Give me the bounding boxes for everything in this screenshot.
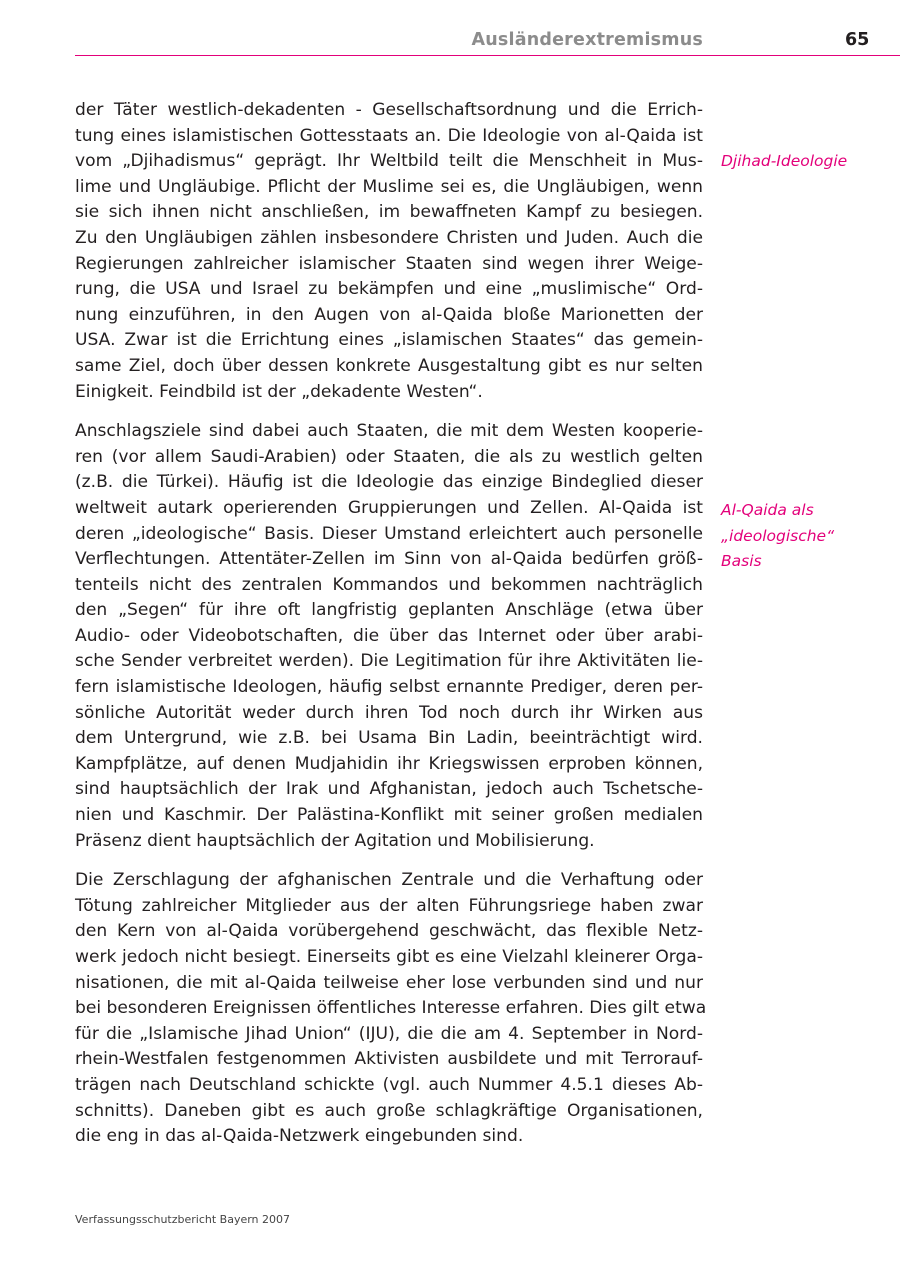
footer-publication: Verfassungsschutzbericht Bayern 2007 (75, 1213, 291, 1226)
text-line: (z.B. die Türkei). Häufig ist die Ideologie das einzige Bindeglied dieser (75, 472, 703, 493)
text-line: Einigkeit. Feindbild ist der „dekadente Westen“. (75, 381, 483, 402)
text-line: lime und Ungläubige. Pflicht der Muslime sei es, die Ungläubigen, wenn (75, 176, 703, 197)
text-line: nien und Kaschmir. Der Palästina-Konflikt mit seiner großen medialen (75, 805, 703, 826)
text-line: Die Zerschlagung der afghanischen Zentrale und die Verhaftung oder (75, 870, 703, 891)
text-line: sönliche Autorität weder durch ihren Tod noch durch ihr Wirken aus (75, 702, 703, 723)
paragraph-1 (75, 98, 703, 405)
text-line: weltweit autark operierenden Gruppierungen und Zellen. Al-Qaida ist (75, 497, 703, 518)
margin-note-line: Al-Qaida als (721, 501, 814, 519)
text-line: vom „Djihadismus“ geprägt. Ihr Weltbild teilt die Menschheit in Mus- (75, 151, 703, 172)
text-line: werk jedoch nicht besiegt. Einerseits gibt es eine Vielzahl kleinerer Orga- (75, 947, 703, 967)
text-line: den „Segen“ für ihre oft langfristig geplanten Anschläge (etwa über (75, 600, 703, 621)
margin-note-line: „ideologische“ (721, 526, 835, 545)
text-line: deren „ideologische“ Basis. Dieser Umstand erleichtert auch personelle (75, 523, 703, 544)
text-line: rhein-Westfalen festgenommen Aktivisten ausbildete und mit Terrorauf- (75, 1049, 703, 1070)
header-divider (75, 55, 900, 56)
text-line: fern islamistische Ideologen, häufig selbst ernannte Prediger, deren per- (75, 677, 703, 698)
text-line: Kampfplätze, auf denen Mudjahidin ihr Kriegswissen erproben können, (75, 753, 703, 774)
text-line: Zu den Ungläubigen zählen insbesondere Christen und Juden. Auch die (75, 227, 703, 248)
margin-note-line: Basis (721, 552, 762, 571)
text-line: Audio- oder Videobotschaften, die über das Internet oder über arabi- (75, 625, 703, 646)
paragraph-3 (75, 868, 707, 1150)
text-line: dem Untergrund, wie z.B. bei Usama Bin Ladin, beeinträchtigt wird. (75, 728, 703, 749)
text-line: sche Sender verbreitet werden). Die Legitimation für ihre Aktivitäten lie- (75, 651, 703, 672)
text-line: für die „Islamische Jihad Union“ (IJU), die die am 4. September in Nord- (75, 1023, 703, 1044)
text-line: rung, die USA und Israel zu bekämpfen und eine „muslimische“ Ord- (75, 279, 703, 300)
text-line: nung einzuführen, in den Augen von al-Qaida bloße Marionetten der (75, 304, 703, 325)
text-line: die eng in das al-Qaida-Netzwerk eingebunden sind. (75, 1126, 524, 1147)
text-line: tenteils nicht des zentralen Kommandos und bekommen nachträglich (75, 574, 703, 595)
text-line: ren (vor allem Saudi-Arabien) oder Staaten, die als zu westlich gelten (75, 446, 703, 467)
text-line: der Täter westlich-dekadenten - Gesellschaftsordnung und die Errich- (75, 100, 703, 120)
margin-note-line: Djihad-Ideologie (721, 152, 848, 170)
body-text (75, 98, 707, 1164)
text-line: Präsenz dient hauptsächlich der Agitation und Mobilisierung. (75, 830, 595, 851)
running-header-title: Ausländerextremismus (471, 30, 703, 50)
text-line: same Ziel, doch über dessen konkrete Ausgestaltung gibt es nur selten (75, 355, 703, 376)
text-line: trägen nach Deutschland schickte (vgl. auch Nummer 4.5.1 dieses Ab- (75, 1074, 703, 1095)
text-line: den Kern von al-Qaida vorübergehend geschwächt, das flexible Netz- (75, 921, 703, 942)
text-line: sind hauptsächlich der Irak und Afghanistan, jedoch auch Tschetsche- (75, 779, 703, 800)
text-line: Anschlagsziele sind dabei auch Staaten, die mit dem Westen kooperie- (75, 421, 703, 442)
text-line: Verflechtungen. Attentäter-Zellen im Sinn von al-Qaida bedürfen größ- (75, 549, 703, 570)
text-line: nisationen, die mit al-Qaida teilweise eher lose verbunden sind und nur (75, 972, 703, 993)
text-line: USA. Zwar ist die Errichtung eines „islamischen Staates“ das gemein- (75, 330, 703, 351)
page-number: 65 (845, 30, 870, 50)
text-line: Tötung zahlreicher Mitglieder aus der alten Führungsriege haben zwar (75, 895, 703, 916)
text-line: sie sich ihnen nicht anschließen, im bewaffneten Kampf zu besiegen. (75, 202, 703, 223)
text-line: schnitts). Daneben gibt es auch große schlagkräftige Organisationen, (75, 1100, 703, 1121)
text-line: tung eines islamistischen Gottesstaats an. Die Ideologie von al-Qaida ist (75, 125, 703, 146)
text-line: Regierungen zahlreicher islamischer Staaten sind wegen ihrer Weige- (75, 253, 703, 274)
margin-note-djihad-ideologie (721, 149, 847, 175)
paragraph-2 (75, 419, 703, 854)
margin-note-al-qaida-basis (721, 498, 834, 575)
text-line: bei besonderen Ereignissen öffentliches Interesse erfahren. Dies gilt etwa (75, 998, 707, 1019)
